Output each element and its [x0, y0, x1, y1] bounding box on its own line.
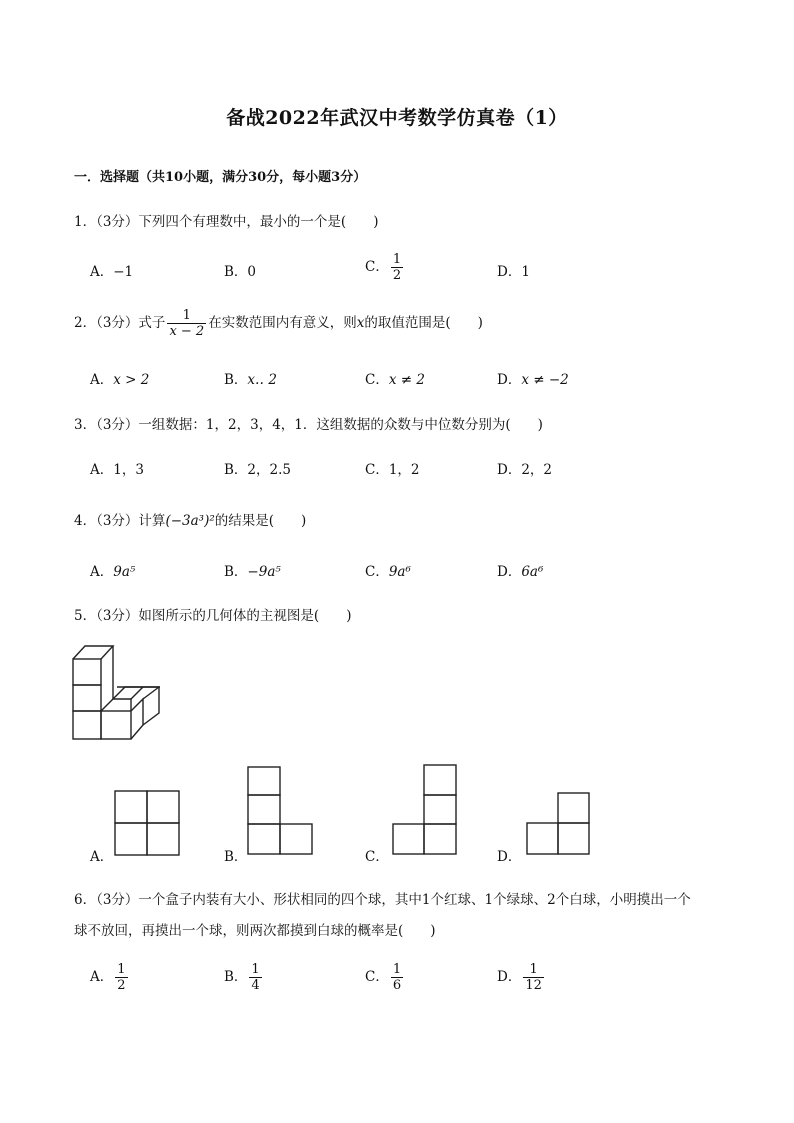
question-1-option-b[interactable] [224, 260, 256, 280]
question-4-option-a[interactable] [90, 560, 135, 580]
question-3-stem: 3．（3分）一组数据：1，2，3，4，1．这组数据的众数与中位数分别为( ) [74, 417, 543, 433]
option-value: −9a⁵ [247, 564, 281, 580]
question-1-option-d[interactable] [497, 260, 530, 280]
option-value: 6a⁶ [521, 564, 544, 580]
question-4-option-c[interactable] [365, 560, 411, 580]
option-label: D． [497, 372, 522, 388]
option-value: 1 [521, 264, 530, 280]
question-5-option-c[interactable] [365, 845, 389, 865]
option-c-figure[interactable] [392, 764, 458, 856]
option-a-figure[interactable] [114, 790, 180, 856]
option-label: D． [497, 264, 522, 280]
question-2-option-c[interactable] [365, 368, 425, 388]
option-label: A． [90, 564, 114, 580]
section-heading: 一．选择题（共10小题，满分30分，每小题3分） [74, 170, 367, 185]
question-6-stem-line1: 6．（3分）一个盒子内装有大小、形状相同的四个球，其中1个红球、1个绿球、2个白球，小明摸出一个 [74, 892, 691, 908]
question-5-option-a[interactable] [90, 845, 113, 865]
option-value: x ≠ 2 [388, 372, 425, 388]
option-b-figure[interactable] [247, 766, 313, 856]
option-label: D． [497, 969, 522, 985]
solid-figure [72, 645, 162, 745]
option-label: D． [497, 564, 522, 580]
question-2-option-d[interactable] [497, 368, 569, 388]
question-6-stem-line2: 球不放回，再摸出一个球，则两次都摸到白球的概率是( ) [74, 923, 436, 939]
option-label: B． [224, 564, 248, 580]
fraction: $\frac{1}{2}$ [392, 252, 402, 283]
option-value: 2，2.5 [247, 462, 291, 478]
option-value: 2，2 [521, 462, 553, 478]
question-2-option-a[interactable] [90, 368, 149, 388]
option-value: x‥ 2 [247, 372, 277, 388]
option-label: C． [365, 849, 389, 865]
option-label: A． [90, 264, 114, 280]
question-1-stem: 1．（3分）下列四个有理数中，最小的一个是( ) [74, 214, 379, 230]
question-3-option-d[interactable] [497, 458, 552, 478]
option-label: B． [224, 372, 248, 388]
fraction: $\frac{1}{4}$ [251, 962, 260, 993]
option-label: B． [224, 849, 248, 865]
question-4-option-d[interactable] [497, 560, 543, 580]
page-title: 备战2022年武汉中考数学仿真卷（1） [226, 107, 568, 129]
option-label: A． [90, 372, 114, 388]
question-4-stem: 4．（3分）计算(−3a³)²的结果是( ) [74, 513, 307, 529]
question-4-option-b[interactable] [224, 560, 281, 580]
option-label: D． [497, 462, 522, 478]
option-label: A． [90, 849, 114, 865]
question-6-option-c[interactable] [365, 962, 405, 993]
option-value: 1，2 [388, 462, 420, 478]
question-3-option-a[interactable] [90, 458, 144, 478]
option-label: B． [224, 462, 248, 478]
question-5-option-b[interactable] [224, 845, 247, 865]
question-6-option-b[interactable] [224, 962, 264, 993]
option-value: x ≠ −2 [521, 372, 569, 388]
math-expression: (−3a³)² [165, 513, 215, 529]
question-6-option-a[interactable] [90, 962, 130, 993]
question-2-stem: 2．（3分）式子 $\frac{1}{x - 2}$ 在实数范围内有意义，则x的取值范围是( ) [74, 308, 483, 339]
question-5-option-d[interactable] [497, 845, 521, 865]
option-label: D． [497, 849, 522, 865]
option-label: C． [365, 259, 389, 275]
question-2-option-b[interactable] [224, 368, 277, 388]
fraction: $\frac{1}{12}$ [525, 962, 542, 993]
option-value: 1，3 [113, 462, 144, 478]
question-3-option-c[interactable] [365, 458, 420, 478]
option-label: A． [90, 462, 114, 478]
question-1-option-c[interactable] [365, 252, 405, 283]
option-label: C． [365, 462, 389, 478]
fraction: $\frac{1}{x - 2}$ [169, 308, 205, 339]
question-3-option-b[interactable] [224, 458, 291, 478]
option-value: −1 [113, 264, 134, 280]
option-label: C． [365, 564, 389, 580]
question-6-option-d[interactable] [497, 962, 546, 993]
option-label: A． [90, 969, 114, 985]
option-label: B． [224, 264, 248, 280]
option-label: C． [365, 372, 389, 388]
fraction: $\frac{1}{6}$ [392, 962, 402, 993]
option-label: C． [365, 969, 389, 985]
option-value: 0 [247, 264, 257, 280]
fraction: $\frac{1}{2}$ [117, 962, 126, 993]
question-1-option-a[interactable] [90, 260, 133, 280]
option-value: 9a⁵ [113, 564, 136, 580]
option-value: x > 2 [113, 372, 150, 388]
option-d-figure[interactable] [526, 792, 592, 856]
option-label: B． [224, 969, 248, 985]
question-5-stem: 5．（3分）如图所示的几何体的主视图是( ) [74, 608, 352, 624]
option-value: 9a⁶ [388, 564, 411, 580]
